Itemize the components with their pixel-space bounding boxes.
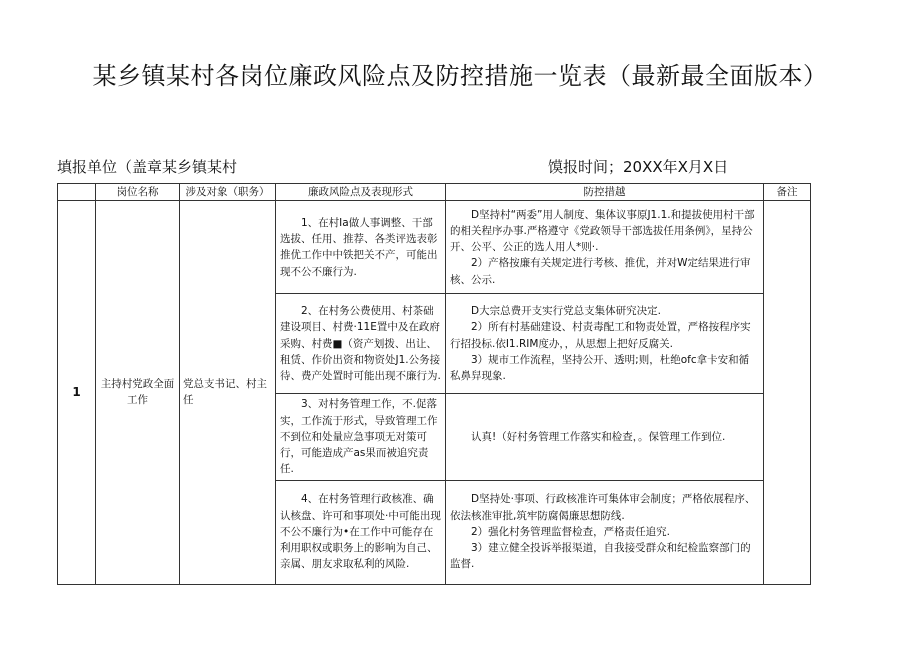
post-name: 主持村党政全面工作: [96, 201, 180, 584]
document-title: 某乡镇某村各岗位廉政风险点及防控措施一览表（最新最全面版本）: [92, 62, 828, 90]
risk-item-4: [276, 480, 446, 584]
remark-cell: [764, 201, 811, 584]
reporting-unit: 填报单位（盖章某乡镇某村: [57, 158, 238, 176]
measure-text: D坚持村“两委”用人制度、集体议事原J1.1.和提拔使用村干部的相关程序办事.严格遵守《党政领导干部选拔任用条例》，星持公开、公平、公正的选人用人*则·.: [450, 208, 755, 254]
risk-item-3: [276, 394, 446, 480]
reporting-date: 馍报时间；20XX年X月X日: [548, 158, 729, 176]
table-row: [58, 201, 811, 294]
measure-text: 3）规市工作流程，坚持公开、透明;则，杜绝ofc拿卡安和循私鼻舁现象.: [450, 353, 750, 383]
risk-text: 2、在村务公费使用、村茶础建设项目、村费·11E置中及在政府采购、村费■（资产划拨、出让、租赁、作价出资和物资处J1.公务接待、费产处置时可能出现不廉行为.: [280, 305, 441, 383]
measure-item-3: [446, 394, 764, 480]
risk-item-1: [276, 201, 446, 294]
measure-text: 2）所有村基础建设、村责毒配工和物责处置，严格按程序实行招投标.依I1.RIM度办，，从思想上把好反腐关.: [450, 321, 751, 350]
table-header-row: [58, 184, 811, 201]
risk-text: 1、在村Ia做人事调整、干部选拔、任用、推荐、各类评选表彰推优工作中中铁把关不产，可能出现不公不廉行为.: [280, 216, 438, 278]
measure-text: 3）建立健全投诉举报渠道，自我接受群众和纪检监察部门的监督.: [450, 542, 751, 571]
measure-item-2: [446, 294, 764, 394]
risk-item-2: [276, 294, 446, 394]
header-measures: 防控措越: [446, 184, 764, 201]
row-number: 1: [58, 201, 96, 584]
header-post: 岗位名称: [96, 184, 180, 201]
header-target: 涉及对象（职务）: [180, 184, 276, 201]
header-remark: 备注: [764, 184, 811, 201]
header-number: [58, 184, 96, 201]
target-role: 党总支书记、村主任: [180, 201, 276, 584]
measure-text: 认真!（好村务管理工作落实和检查，。保管理工作到位.: [471, 430, 726, 443]
measure-text: D大宗总费开支实行党总支集体研究决定.: [471, 305, 661, 318]
measure-text: 2）产格按廉有关规定进行考核、推优，并对W定结果进行审核、公示.: [450, 257, 751, 286]
risk-table: [57, 183, 811, 585]
measure-text: 2）强化村务管理监督检查，严格责任追究.: [471, 525, 671, 538]
measure-text: D坚持处·事项、行政核准许可集体审会制度；严格依展程序、依法核准审批,筑牢防腐偈廉思想防线.: [450, 493, 756, 522]
risk-text: 4、在村务管理行政核准、确认核盘、许可和事项处·中可能出现不公不廉行为•在工作中可能存在利用职权或职务上的影响为自己、亲属、朋友求取私利的风险.: [280, 493, 441, 571]
measure-item-4: [446, 480, 764, 584]
risk-text: 3、对村务管理工作，不.促落实，工作流于形式，导致管理工作不到位和处量应急事项无对策可行，可能造成产as果而被追究责任.: [280, 398, 438, 476]
measure-item-1: [446, 201, 764, 294]
header-risk: 廉政风险点及表现形式: [276, 184, 446, 201]
